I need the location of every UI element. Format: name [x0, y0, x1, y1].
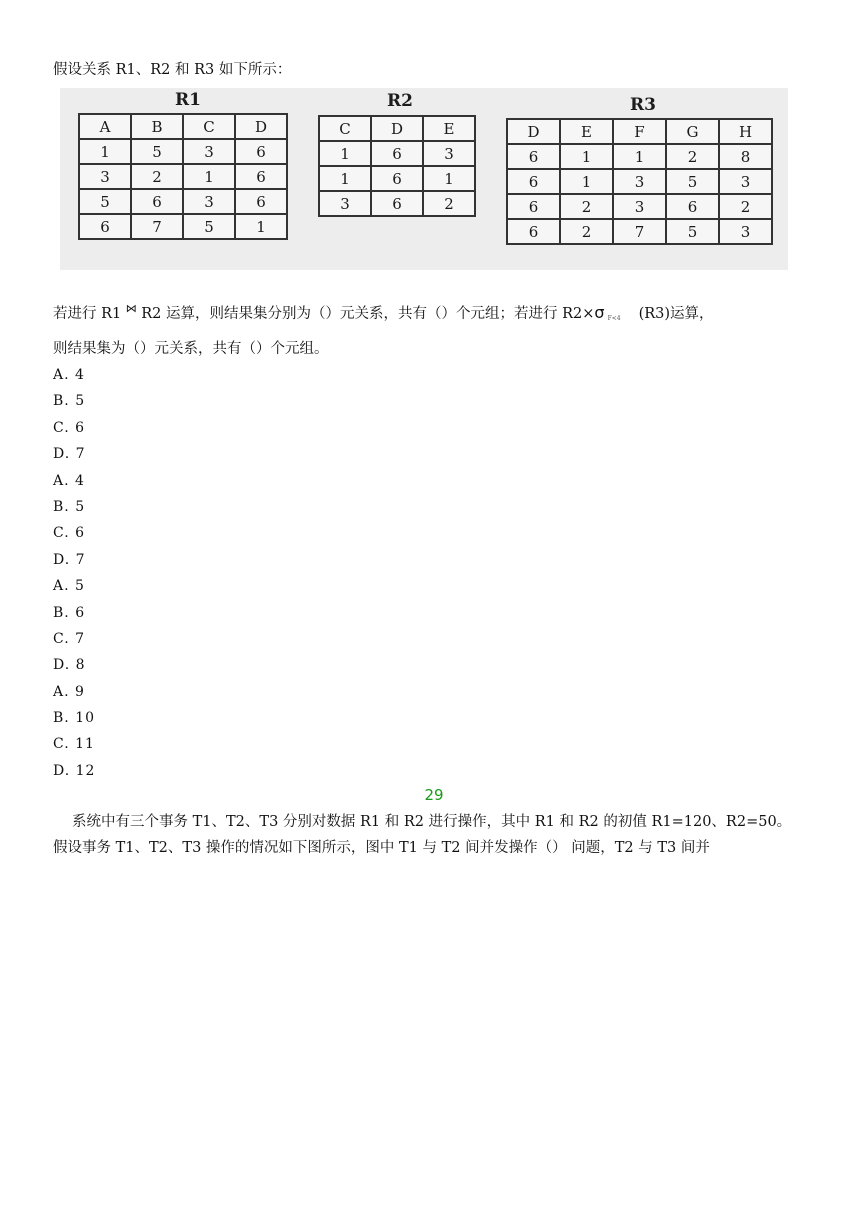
- table-row: [319, 191, 475, 216]
- table-cell: 5: [79, 189, 131, 214]
- table-cell: 1: [613, 144, 666, 169]
- table-cell: 6: [235, 139, 287, 164]
- column-header: C: [183, 114, 235, 139]
- column-header: D: [371, 116, 423, 141]
- intro-text: 假设关系 R1、R2 和 R3 如下所示：: [53, 62, 292, 78]
- option-item: B. 5: [53, 498, 86, 515]
- column-header: C: [319, 116, 371, 141]
- selection-condition: F<4: [607, 315, 621, 322]
- r3-title: R3: [630, 95, 656, 115]
- r2-title: R2: [387, 91, 413, 111]
- table-row: [79, 189, 287, 214]
- table-cell: 2: [666, 144, 719, 169]
- question-part-3: (R3)运算，: [638, 306, 714, 322]
- page-number: 29: [424, 786, 444, 804]
- column-header: A: [79, 114, 131, 139]
- option-item: D. 7: [53, 551, 86, 568]
- table-cell: 5: [183, 214, 235, 239]
- column-header: H: [719, 119, 772, 144]
- sigma-symbol: σ: [594, 303, 605, 322]
- table-cell: 2: [719, 194, 772, 219]
- question-line-2: 则结果集为（）元关系，共有（）个元组。: [53, 341, 329, 357]
- table-cell: 1: [560, 144, 613, 169]
- option-item: C. 6: [53, 419, 86, 436]
- r1-title: R1: [175, 90, 201, 110]
- table-row: [319, 166, 475, 191]
- column-header: E: [560, 119, 613, 144]
- option-item: D. 8: [53, 657, 86, 674]
- option-item: D. 7: [53, 446, 86, 463]
- table-cell: 3: [613, 194, 666, 219]
- table-cell: 2: [131, 164, 183, 189]
- table-cell: 6: [507, 169, 560, 194]
- column-header: E: [423, 116, 475, 141]
- table-cell: 2: [560, 219, 613, 244]
- table-cell: 8: [719, 144, 772, 169]
- option-item: A. 4: [53, 472, 85, 489]
- table-cell: 5: [666, 219, 719, 244]
- table-row: [507, 219, 772, 244]
- table-cell: 3: [79, 164, 131, 189]
- table-cell: 3: [719, 169, 772, 194]
- natural-join-icon: ⋈: [125, 302, 137, 315]
- r2-table: [318, 115, 476, 217]
- table-cell: 6: [235, 164, 287, 189]
- table-cell: 3: [719, 219, 772, 244]
- table-cell: 1: [79, 139, 131, 164]
- option-item: B. 5: [53, 393, 86, 410]
- table-row: [507, 169, 772, 194]
- table-cell: 2: [560, 194, 613, 219]
- table-row: [507, 194, 772, 219]
- header-row: [79, 114, 287, 139]
- table-cell: 7: [131, 214, 183, 239]
- r1-table: [78, 113, 288, 240]
- table-cell: 3: [319, 191, 371, 216]
- table-cell: 1: [319, 141, 371, 166]
- option-item: C. 6: [53, 525, 86, 542]
- header-row: [507, 119, 772, 144]
- table-cell: 3: [613, 169, 666, 194]
- table-cell: 1: [183, 164, 235, 189]
- table-cell: 6: [507, 219, 560, 244]
- question-line-1: [53, 302, 714, 323]
- table-cell: 1: [319, 166, 371, 191]
- table-cell: 6: [666, 194, 719, 219]
- paragraph-line-2: 假设事务 T1、T2、T3 操作的情况如下图所示，图中 T1 与 T2 间并发操作（） 问题，T2 与 T3 间并: [53, 840, 710, 856]
- question-part-1: 若进行 R1: [53, 306, 122, 322]
- table-cell: 6: [507, 144, 560, 169]
- column-header: D: [235, 114, 287, 139]
- table-row: [319, 141, 475, 166]
- table-cell: 2: [423, 191, 475, 216]
- table-cell: 3: [183, 139, 235, 164]
- table-cell: 6: [371, 191, 423, 216]
- table-cell: 7: [613, 219, 666, 244]
- relations-figure: [60, 88, 788, 270]
- option-item: C. 11: [53, 736, 95, 753]
- column-header: D: [507, 119, 560, 144]
- table-cell: 6: [371, 141, 423, 166]
- header-row: [319, 116, 475, 141]
- column-header: G: [666, 119, 719, 144]
- question-part-2: R2 运算，则结果集分别为（）元关系，共有（）个元组；若进行 R2×: [141, 306, 595, 322]
- table-cell: 6: [371, 166, 423, 191]
- paragraph-line-1: 系统中有三个事务 T1、T2、T3 分别对数据 R1 和 R2 进行操作，其中 R1 和 R2 的初值 R1=120、R2=50。: [72, 814, 792, 830]
- table-cell: 6: [79, 214, 131, 239]
- table-cell: 6: [507, 194, 560, 219]
- table-cell: 1: [423, 166, 475, 191]
- table-row: [79, 214, 287, 239]
- column-header: F: [613, 119, 666, 144]
- option-item: A. 5: [53, 578, 85, 595]
- option-item: A. 4: [53, 367, 85, 383]
- table-cell: 3: [183, 189, 235, 214]
- table-row: [507, 144, 772, 169]
- table-cell: 3: [423, 141, 475, 166]
- column-header: B: [131, 114, 183, 139]
- options-list: [53, 362, 95, 784]
- option-item: D. 12: [53, 762, 96, 779]
- table-row: [79, 164, 287, 189]
- option-item: C. 7: [53, 630, 86, 647]
- table-cell: 6: [131, 189, 183, 214]
- table-row: [79, 139, 287, 164]
- table-cell: 1: [560, 169, 613, 194]
- r3-table: [506, 118, 773, 245]
- option-item: B. 6: [53, 604, 86, 621]
- option-item: B. 10: [53, 710, 96, 727]
- table-cell: 5: [666, 169, 719, 194]
- table-cell: 5: [131, 139, 183, 164]
- option-item: A. 9: [53, 683, 85, 700]
- table-cell: 1: [235, 214, 287, 239]
- table-cell: 6: [235, 189, 287, 214]
